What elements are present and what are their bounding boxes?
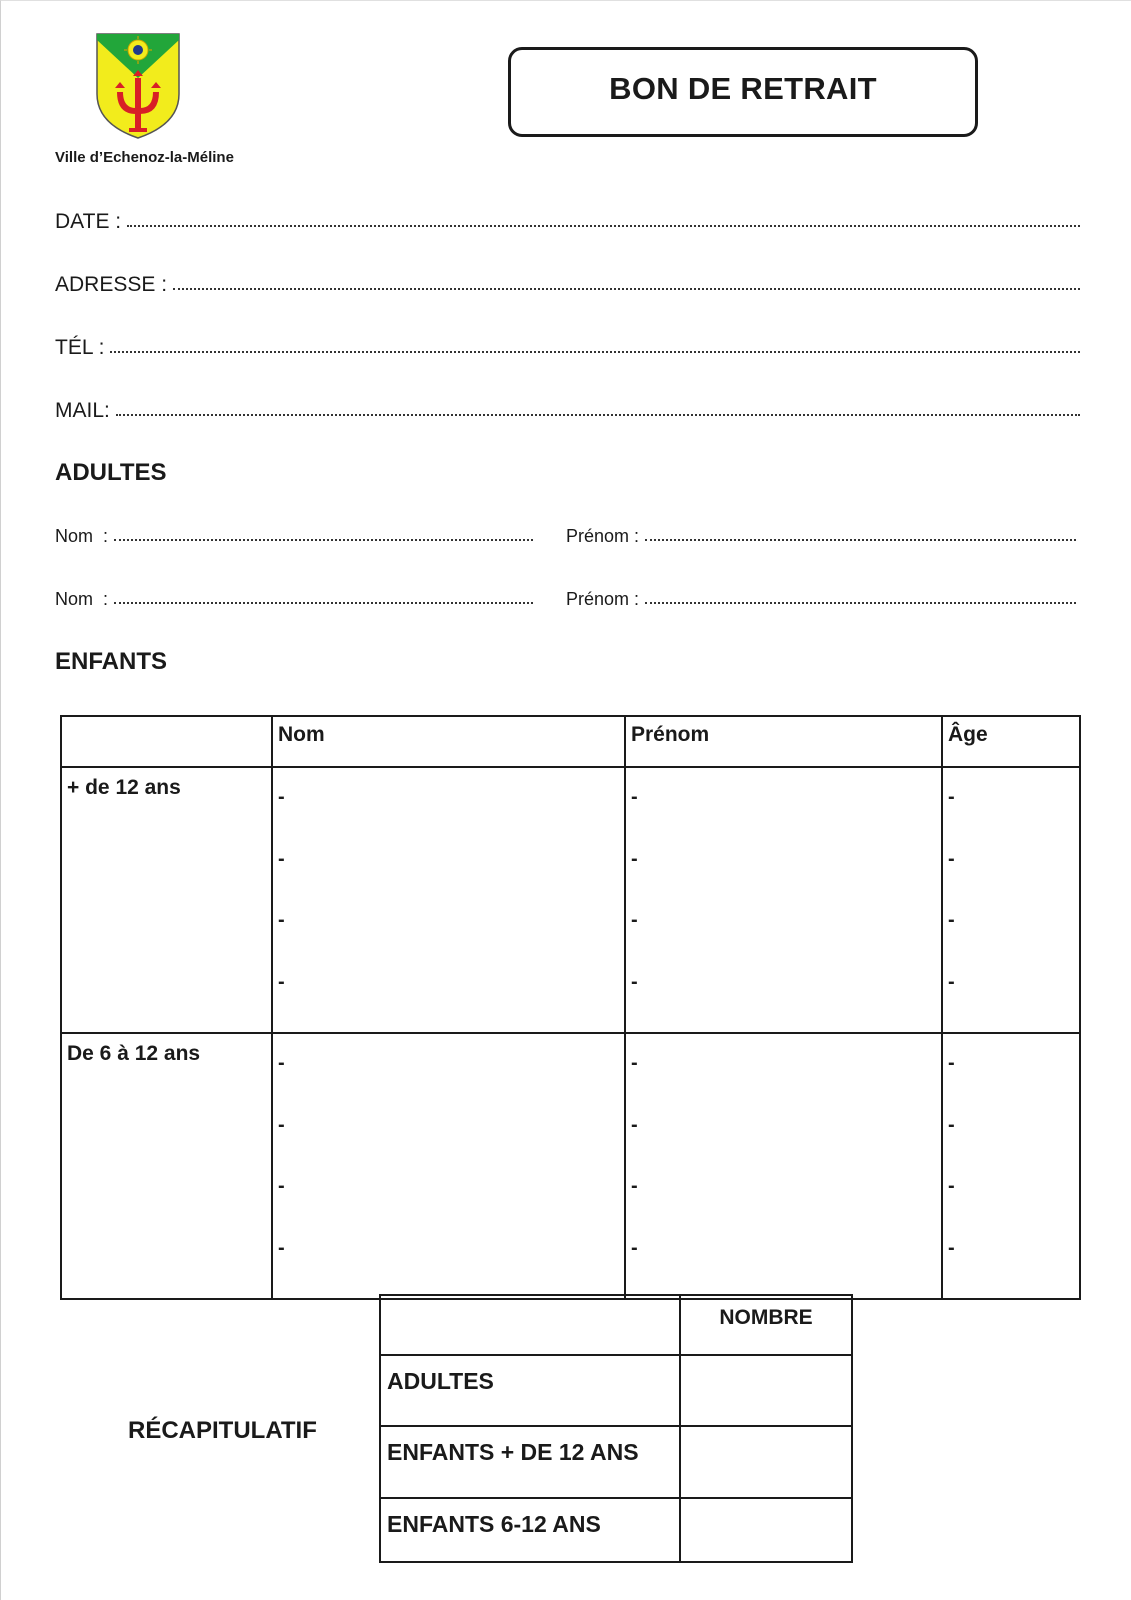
dash: - xyxy=(631,1052,638,1074)
recap-row-over-12 xyxy=(380,1426,852,1498)
dash: - xyxy=(631,970,638,993)
dash: - xyxy=(948,1175,955,1197)
recap-row-label: ENFANTS 6-12 ANS xyxy=(380,1498,680,1562)
dash: - xyxy=(278,1113,285,1136)
recap-row-label: ADULTES xyxy=(380,1355,680,1426)
dash: - xyxy=(948,847,955,870)
dash: - xyxy=(278,786,285,808)
mail-dotted-line xyxy=(116,414,1080,416)
header-cell-nom: Nom xyxy=(272,716,625,767)
prenom-label: Prénom : xyxy=(566,589,640,609)
adults-section-title: ADULTES xyxy=(55,459,167,486)
children-section-title: ENFANTS xyxy=(55,648,168,675)
phone-field[interactable] xyxy=(55,336,1080,360)
header-cell-age: Âge xyxy=(942,716,1080,767)
date-label: DATE : xyxy=(55,210,122,233)
age-cell[interactable] xyxy=(942,767,1080,1033)
dash: - xyxy=(278,1052,285,1074)
table-header-row xyxy=(61,716,1080,767)
adult-1-nom-field[interactable] xyxy=(55,526,533,547)
dotted-line xyxy=(645,602,1076,604)
nom-cell[interactable] xyxy=(272,1033,625,1299)
mail-label: MAIL: xyxy=(55,399,110,422)
document-title: BON DE RETRAIT xyxy=(609,71,877,106)
prenom-cell[interactable] xyxy=(625,767,942,1033)
children-table xyxy=(60,715,1081,1300)
recap-row-6-12 xyxy=(380,1498,852,1562)
table-row-over-12 xyxy=(61,767,1080,1033)
recap-header-row xyxy=(380,1295,852,1355)
dotted-line xyxy=(114,539,533,541)
recap-label: RÉCAPITULATIF xyxy=(128,1417,317,1444)
recap-count-cell[interactable] xyxy=(680,1355,852,1426)
prenom-label: Prénom : xyxy=(566,526,640,546)
coat-of-arms-logo xyxy=(95,32,181,140)
recap-row-label: ENFANTS + DE 12 ANS xyxy=(380,1426,680,1498)
phone-label: TÉL : xyxy=(55,336,105,359)
recap-empty-cell xyxy=(380,1295,680,1355)
header-cell-empty xyxy=(61,716,272,767)
dash: - xyxy=(278,1236,285,1259)
group-label: + de 12 ans xyxy=(61,767,272,1033)
group-label: De 6 à 12 ans xyxy=(61,1033,272,1299)
dash: - xyxy=(278,909,285,931)
header-cell-prenom: Prénom xyxy=(625,716,942,767)
dash: - xyxy=(631,1113,638,1136)
dash: - xyxy=(631,786,638,808)
dash: - xyxy=(948,909,955,931)
recap-table xyxy=(379,1294,853,1563)
recap-count-cell[interactable] xyxy=(680,1426,852,1498)
document-title-box xyxy=(508,47,978,137)
nom-label: Nom : xyxy=(55,526,109,546)
date-field[interactable] xyxy=(55,210,1080,234)
dotted-line xyxy=(645,539,1076,541)
adult-1-prenom-field[interactable] xyxy=(566,526,1076,547)
address-field[interactable] xyxy=(55,273,1080,297)
recap-column-header: NOMBRE xyxy=(680,1295,852,1355)
adult-2-nom-field[interactable] xyxy=(55,589,533,610)
date-dotted-line xyxy=(127,225,1080,227)
address-label: ADRESSE : xyxy=(55,273,168,296)
dash: - xyxy=(631,847,638,870)
dash: - xyxy=(948,970,955,993)
dash: - xyxy=(631,1236,638,1259)
dash: - xyxy=(948,786,955,808)
dash: - xyxy=(948,1236,955,1259)
dash: - xyxy=(278,847,285,870)
dash: - xyxy=(948,1113,955,1136)
nom-label: Nom : xyxy=(55,589,109,609)
nom-cell[interactable] xyxy=(272,767,625,1033)
dash: - xyxy=(948,1052,955,1074)
address-dotted-line xyxy=(173,288,1080,290)
recap-count-cell[interactable] xyxy=(680,1498,852,1562)
dash: - xyxy=(631,909,638,931)
mail-field[interactable] xyxy=(55,399,1080,423)
town-name: Ville d’Echenoz-la-Méline xyxy=(55,149,234,166)
table-row-6-to-12 xyxy=(61,1033,1080,1299)
dash: - xyxy=(278,970,285,993)
dotted-line xyxy=(114,602,533,604)
prenom-cell[interactable] xyxy=(625,1033,942,1299)
adult-2-prenom-field[interactable] xyxy=(566,589,1076,610)
age-cell[interactable] xyxy=(942,1033,1080,1299)
dash: - xyxy=(278,1175,285,1197)
recap-row-adults xyxy=(380,1355,852,1426)
dash: - xyxy=(631,1175,638,1197)
phone-dotted-line xyxy=(110,351,1080,353)
